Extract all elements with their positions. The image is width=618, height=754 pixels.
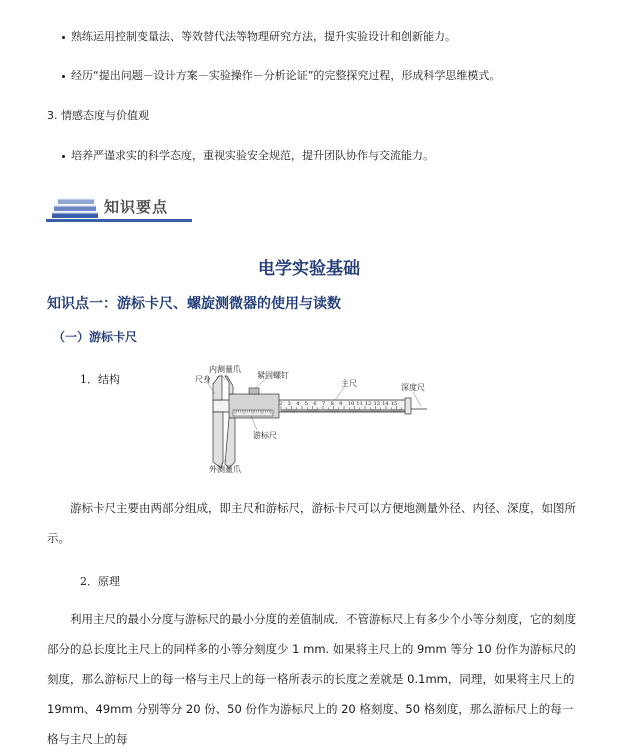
scale-number: 15 bbox=[390, 401, 398, 407]
caliper-diagram bbox=[195, 364, 435, 474]
item-heading: 1．结构 bbox=[80, 373, 120, 386]
bullet-text: 培养严谨求实的科学态度，重视实验安全规范，提升团队协作与交流能力。 bbox=[71, 149, 434, 162]
bullet-dot bbox=[62, 155, 65, 158]
banner-label: 知识要点 bbox=[104, 198, 169, 216]
bullet-text: 经历“提出问题－设计方案－实验操作－分析论证”的完整探究过程，形成科学思维模式。 bbox=[71, 69, 501, 82]
bullet-dot bbox=[62, 75, 65, 78]
paragraph-structure: 游标卡尺主要由两部分组成，即主尺和游标尺，游标卡尺可以方便地测量外径、内径、深度，如图所示。 bbox=[47, 501, 576, 545]
scale-number: 4 bbox=[296, 401, 300, 407]
bullet-text: 熟练运用控制变量法、等效替代法等物理研究方法，提升实验设计和创新能力。 bbox=[71, 30, 456, 43]
label-outer-jaw: 外测量爪 bbox=[209, 465, 241, 474]
subsection-title: （一）游标卡尺 bbox=[53, 330, 138, 344]
bullet-dot bbox=[62, 36, 65, 39]
main-title: 电学实验基础 bbox=[258, 259, 360, 279]
scale-number: 10 bbox=[347, 401, 355, 407]
label-lock-screw: 紧固螺钉 bbox=[257, 371, 289, 380]
books-icon bbox=[48, 192, 104, 222]
bullet-item bbox=[62, 28, 456, 44]
scale-number: 14 bbox=[382, 401, 389, 407]
paragraph-principle: 利用主尺的最小分度与游标尺的最小分度的差值制成．不管游标尺上有多少个小等分刻度，它的刻度部分的总长度比主尺上的同样多的小等分刻度少 1 mm. 如果将主尺上的 9mm 等分 10 份作为游标尺的刻度，那么游标尺上的每一格与主尺上的每一格所表示的长度之差就是 0.1mm，同理，如果将主尺上的 19mm、49mm 分别等分 20 份、50 份作为游标尺上的 20 格刻度、50 格刻度，那么游标尺上的每一格与主尺上的每 bbox=[47, 612, 576, 746]
scale-number: 6 bbox=[313, 401, 317, 407]
label-inner-jaw: 内测量爪 bbox=[209, 365, 241, 374]
label-vernier: 游标尺 bbox=[253, 431, 277, 440]
knowledge-point-title: 知识点一：游标卡尺、螺旋测微器的使用与读数 bbox=[47, 296, 341, 312]
banner-underline bbox=[46, 219, 192, 222]
bullet-item bbox=[62, 67, 500, 83]
scale-number: 2 bbox=[279, 401, 283, 407]
bullet-item bbox=[62, 147, 434, 163]
section-banner bbox=[46, 190, 192, 224]
scale-number: 11 bbox=[356, 401, 363, 407]
scale-number: 5 bbox=[304, 401, 308, 407]
scale-number: 8 bbox=[330, 401, 334, 407]
scale-number: 9 bbox=[339, 401, 343, 407]
scale-number: 12 bbox=[365, 401, 372, 407]
scale-number: 13 bbox=[373, 401, 380, 407]
item-heading: 2．原理 bbox=[80, 575, 120, 588]
scale-number: 7 bbox=[322, 401, 326, 407]
label-main-scale: 主尺 bbox=[341, 379, 357, 388]
scale-number: 3 bbox=[287, 401, 291, 407]
label-depth-rod: 深度尺 bbox=[401, 383, 425, 392]
section-heading: 3. 情感态度与价值观 bbox=[47, 109, 149, 122]
label-ruler-body: 尺身 bbox=[195, 375, 211, 384]
